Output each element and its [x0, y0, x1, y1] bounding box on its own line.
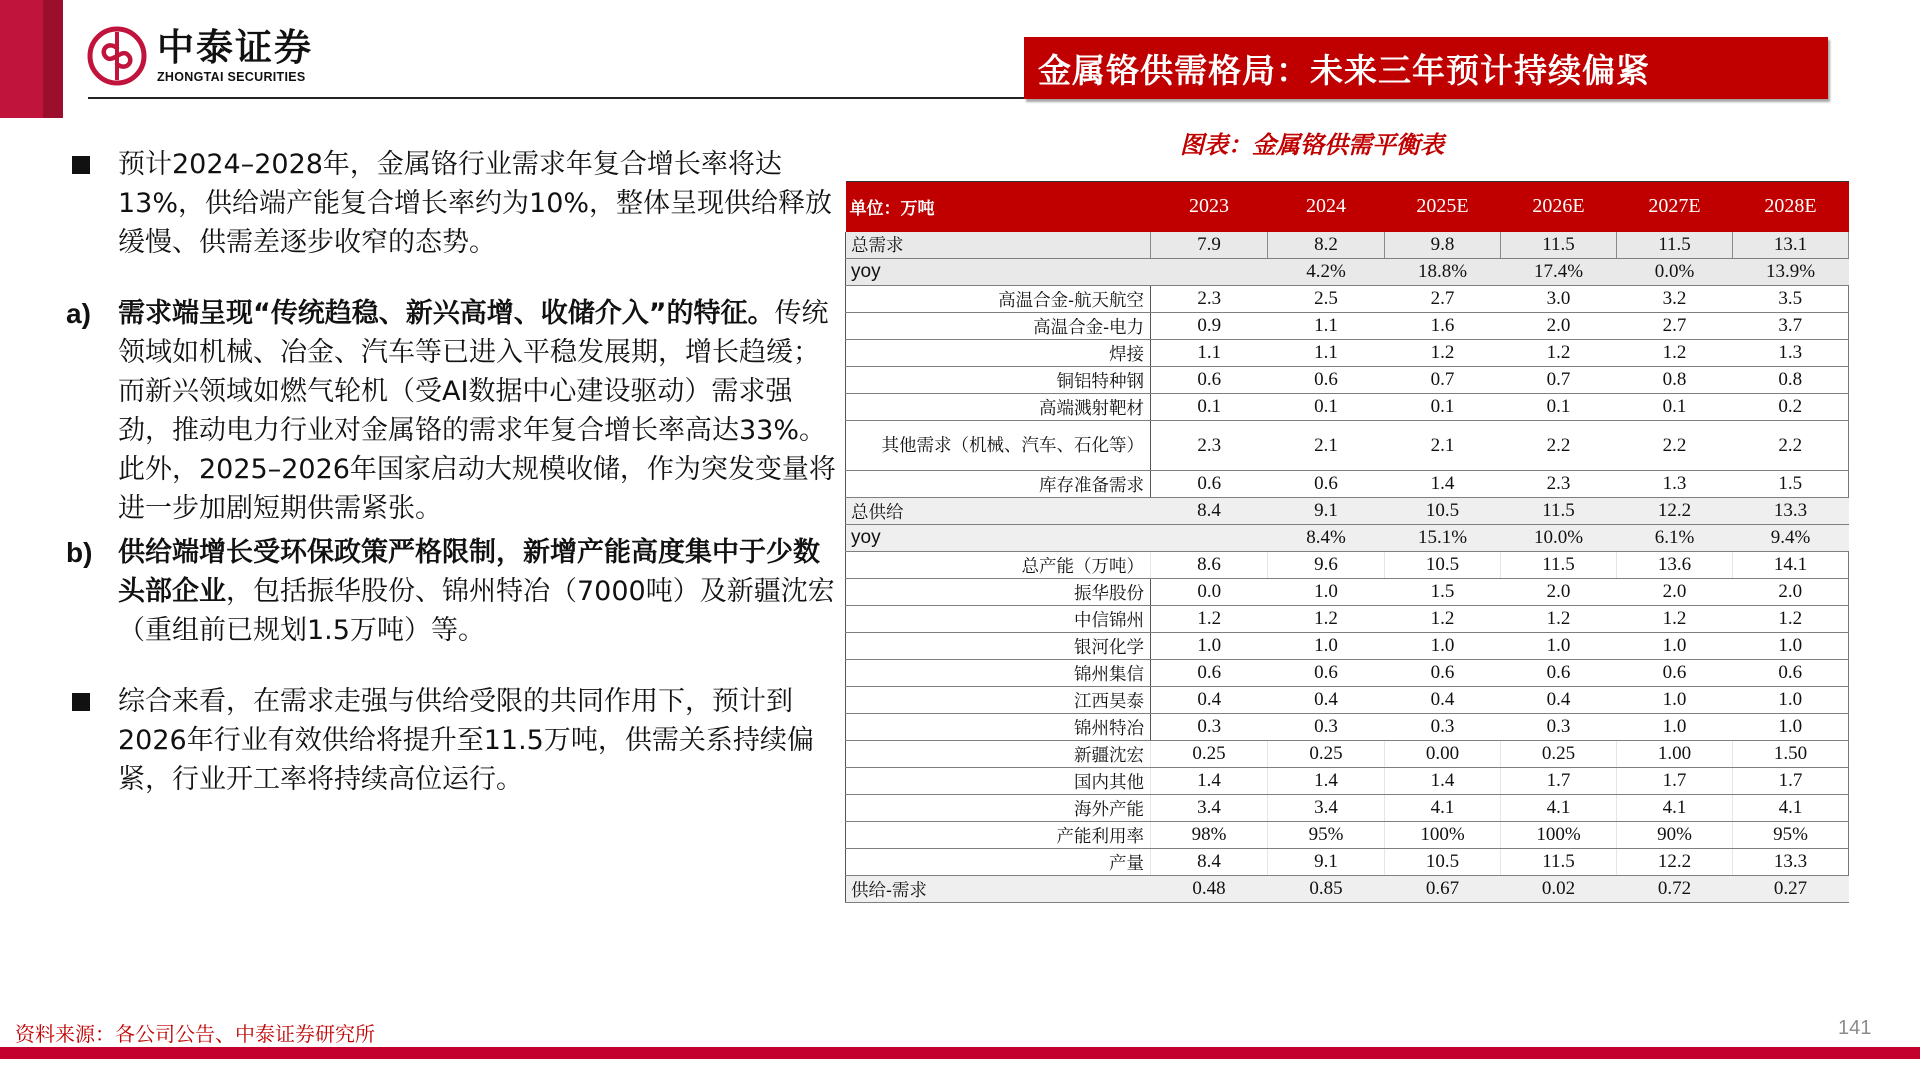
table-cell: 0.25	[1268, 741, 1385, 768]
list-marker: a)	[66, 298, 91, 329]
table-cell: 10.5	[1385, 552, 1501, 579]
table-cell: 2.7	[1617, 313, 1733, 340]
table-row	[846, 579, 1849, 606]
row-label: 锦州集信	[846, 660, 1151, 687]
table-cell: 2.7	[1385, 286, 1501, 313]
row-label: 高温合金-航天航空	[846, 286, 1151, 313]
table-cell: 13.1	[1733, 232, 1849, 259]
table-cell: 0.3	[1501, 714, 1617, 741]
table-cell: 0.6	[1617, 660, 1733, 687]
table-cell: 0.6	[1501, 660, 1617, 687]
row-label: 铜铝特种钢	[846, 367, 1151, 394]
table-row	[846, 286, 1849, 313]
table-row	[846, 768, 1849, 795]
column-header: 2025E	[1385, 182, 1501, 232]
table-cell: 100%	[1501, 822, 1617, 849]
row-label: yoy	[846, 525, 1151, 552]
row-label: 库存准备需求	[846, 471, 1151, 498]
table-cell: 0.4	[1501, 687, 1617, 714]
table-cell: 11.5	[1501, 232, 1617, 259]
table-cell: 9.4%	[1733, 525, 1849, 552]
table-cell: 1.5	[1385, 579, 1501, 606]
bullet-point-1	[66, 145, 836, 262]
table-row	[846, 232, 1849, 259]
table-cell: 1.0	[1617, 714, 1733, 741]
table-cell: 2.0	[1501, 579, 1617, 606]
row-label: 其他需求（机械、汽车、石化等）	[846, 421, 1151, 471]
table-cell: 1.7	[1617, 768, 1733, 795]
column-header: 2024	[1268, 182, 1385, 232]
table-cell: 0.2	[1733, 394, 1849, 421]
point-b-heading: 供给端增长受环保政策严格限制，新增产能高度集中于少数头部企业	[118, 537, 820, 607]
table-cell: 0.02	[1501, 876, 1617, 903]
table-row	[846, 849, 1849, 876]
table-cell: 1.0	[1617, 687, 1733, 714]
table-cell: 1.2	[1617, 340, 1733, 367]
supply-demand-table	[845, 181, 1849, 903]
table-row	[846, 795, 1849, 822]
table-row	[846, 687, 1849, 714]
table-cell: 8.4%	[1268, 525, 1385, 552]
bullet-text: 综合来看，在需求走强与供给受限的共同作用下，预计到2026年行业有效供给将提升至11.5万吨，供需关系持续偏紧，行业开工率将持续高位运行。	[118, 686, 814, 795]
table-cell: 1.50	[1733, 741, 1849, 768]
column-header: 2026E	[1501, 182, 1617, 232]
table-cell	[1151, 259, 1268, 286]
table-cell: 1.6	[1385, 313, 1501, 340]
row-label: 锦州特冶	[846, 714, 1151, 741]
table-cell: 1.2	[1501, 606, 1617, 633]
brand-name-en: ZHONGTAI SECURITIES	[157, 70, 306, 84]
table-cell: 1.1	[1268, 313, 1385, 340]
table-cell: 1.1	[1151, 340, 1268, 367]
table-cell: 100%	[1385, 822, 1501, 849]
table-cell: 0.6	[1151, 367, 1268, 394]
table-cell: 0.4	[1385, 687, 1501, 714]
table-row	[846, 714, 1849, 741]
table-row	[846, 421, 1849, 471]
table-cell: 7.9	[1151, 232, 1268, 259]
point-a	[66, 294, 836, 528]
table-cell: 18.8%	[1385, 259, 1501, 286]
table-cell: 9.1	[1268, 849, 1385, 876]
table-cell: 13.3	[1733, 498, 1849, 525]
bullet-text: 预计2024–2028年，金属铬行业需求年复合增长率将达13%，供给端产能复合增长率约为10%，整体呈现供给释放缓慢、供需差逐步收窄的态势。	[118, 149, 833, 258]
table-row	[846, 367, 1849, 394]
point-b-text: ，包括振华股份、锦州特冶（7000吨）及新疆沈宏（重组前已规划1.5万吨）等。	[118, 576, 835, 646]
table-cell: 1.4	[1385, 471, 1501, 498]
row-label: 总需求	[846, 232, 1151, 259]
table-cell: 0.0	[1151, 579, 1268, 606]
table-cell: 1.3	[1733, 340, 1849, 367]
table-cell: 9.8	[1385, 232, 1501, 259]
table-cell: 1.7	[1501, 768, 1617, 795]
table-cell: 1.0	[1733, 687, 1849, 714]
table-row	[846, 876, 1849, 903]
table-cell: 4.2%	[1268, 259, 1385, 286]
table-cell: 0.3	[1385, 714, 1501, 741]
page-number: 141	[1838, 1017, 1872, 1039]
table-row	[846, 498, 1849, 525]
table-cell: 2.1	[1268, 421, 1385, 471]
table-cell: 12.2	[1617, 849, 1733, 876]
left-accent-bar-dark	[43, 0, 63, 118]
table-row	[846, 552, 1849, 579]
table-cell: 11.5	[1617, 232, 1733, 259]
table-cell: 2.2	[1501, 421, 1617, 471]
table-cell: 8.6	[1151, 552, 1268, 579]
table-cell: 2.0	[1733, 579, 1849, 606]
table-cell: 15.1%	[1385, 525, 1501, 552]
table-cell: 90%	[1617, 822, 1733, 849]
row-label: 中信锦州	[846, 606, 1151, 633]
table-cell: 8.4	[1151, 849, 1268, 876]
table-cell: 1.0	[1733, 633, 1849, 660]
table-cell: 0.1	[1501, 394, 1617, 421]
table-cell: 0.6	[1268, 367, 1385, 394]
table-cell: 0.8	[1733, 367, 1849, 394]
table-cell: 0.8	[1617, 367, 1733, 394]
row-label: 海外产能	[846, 795, 1151, 822]
table-cell: 1.4	[1268, 768, 1385, 795]
row-label: 总供给	[846, 498, 1151, 525]
row-label: yoy	[846, 259, 1151, 286]
table-cell: 10.5	[1385, 498, 1501, 525]
brand-name-cn: 中泰证券	[157, 26, 313, 69]
table-cell: 0.1	[1151, 394, 1268, 421]
column-header: 2027E	[1617, 182, 1733, 232]
table-caption: 图表：金属铬供需平衡表	[1180, 130, 1444, 159]
table-cell: 0.7	[1501, 367, 1617, 394]
point-a-heading: 需求端呈现“传统趋稳、新兴高增、收储介入”的特征。	[118, 298, 775, 329]
table-cell: 1.0	[1617, 633, 1733, 660]
table-cell: 1.0	[1268, 579, 1385, 606]
column-header: 2023	[1151, 182, 1268, 232]
table-cell: 0.67	[1385, 876, 1501, 903]
table-cell: 10.0%	[1501, 525, 1617, 552]
point-b	[66, 533, 836, 650]
table-cell: 3.2	[1617, 286, 1733, 313]
table-cell: 1.7	[1733, 768, 1849, 795]
table-cell: 11.5	[1501, 849, 1617, 876]
table-cell: 0.25	[1501, 741, 1617, 768]
table-cell: 2.3	[1501, 471, 1617, 498]
table-cell: 0.6	[1385, 660, 1501, 687]
slide-title: 金属铬供需格局：未来三年预计持续偏紧	[1038, 50, 1650, 90]
table-cell: 95%	[1733, 822, 1849, 849]
table-cell: 0.6	[1268, 471, 1385, 498]
table-cell: 1.4	[1151, 768, 1268, 795]
point-a-text: 传统领域如机械、冶金、汽车等已进入平稳发展期，增长趋缓；而新兴领域如燃气轮机（受AI数据中心建设驱动）需求强劲，推动电力行业对金属铬的需求年复合增长率高达33%。此外，2025–2026年国家启动大规模收储，作为突发变量将进一步加剧短期供需紧张。	[118, 298, 836, 524]
table-cell: 4.1	[1501, 795, 1617, 822]
square-bullet-icon	[66, 682, 90, 722]
table-cell: 0.6	[1268, 660, 1385, 687]
table-cell	[1151, 525, 1268, 552]
table-cell: 0.6	[1151, 471, 1268, 498]
table-cell: 12.2	[1617, 498, 1733, 525]
row-label: 焊接	[846, 340, 1151, 367]
table-cell: 0.27	[1733, 876, 1849, 903]
row-label: 总产能（万吨）	[846, 552, 1151, 579]
table-cell: 1.5	[1733, 471, 1849, 498]
table-cell: 0.7	[1385, 367, 1501, 394]
table-cell: 13.9%	[1733, 259, 1849, 286]
unit-label: 单位：万吨	[846, 182, 1151, 232]
table-cell: 1.2	[1501, 340, 1617, 367]
table-cell: 0.3	[1151, 714, 1268, 741]
table-row	[846, 660, 1849, 687]
table-cell: 1.0	[1151, 633, 1268, 660]
table-row	[846, 340, 1849, 367]
row-label: 新疆沈宏	[846, 741, 1151, 768]
table-cell: 0.9	[1151, 313, 1268, 340]
table-cell: 2.0	[1617, 579, 1733, 606]
table-cell: 95%	[1268, 822, 1385, 849]
table-cell: 2.2	[1733, 421, 1849, 471]
table-cell: 0.48	[1151, 876, 1268, 903]
table-cell: 11.5	[1501, 498, 1617, 525]
table-row	[846, 741, 1849, 768]
row-label: 银河化学	[846, 633, 1151, 660]
table-cell: 3.4	[1151, 795, 1268, 822]
table-cell: 0.3	[1268, 714, 1385, 741]
table-cell: 2.3	[1151, 421, 1268, 471]
table-row	[846, 525, 1849, 552]
table-row	[846, 313, 1849, 340]
table-cell: 3.7	[1733, 313, 1849, 340]
table-cell: 0.6	[1733, 660, 1849, 687]
table-cell: 9.1	[1268, 498, 1385, 525]
table-cell: 1.2	[1151, 606, 1268, 633]
row-label: 国内其他	[846, 768, 1151, 795]
table-row	[846, 259, 1849, 286]
table-cell: 6.1%	[1617, 525, 1733, 552]
table-cell: 1.1	[1268, 340, 1385, 367]
table-cell: 2.2	[1617, 421, 1733, 471]
row-label: 高温合金-电力	[846, 313, 1151, 340]
table-cell: 2.3	[1151, 286, 1268, 313]
table-cell: 8.2	[1268, 232, 1385, 259]
table-row	[846, 471, 1849, 498]
table-cell: 0.72	[1617, 876, 1733, 903]
row-label: 江西昊泰	[846, 687, 1151, 714]
table-cell: 4.1	[1733, 795, 1849, 822]
table-cell: 3.4	[1268, 795, 1385, 822]
table-cell: 10.5	[1385, 849, 1501, 876]
square-bullet-icon	[66, 145, 90, 185]
list-marker: b)	[66, 537, 93, 568]
table-cell: 0.4	[1151, 687, 1268, 714]
slide-title-banner	[1024, 37, 1828, 99]
row-label: 产能利用率	[846, 822, 1151, 849]
table-cell: 1.3	[1617, 471, 1733, 498]
table-cell: 11.5	[1501, 552, 1617, 579]
table-cell: 1.2	[1385, 606, 1501, 633]
table-cell: 1.2	[1617, 606, 1733, 633]
table-header-row	[846, 182, 1849, 232]
table-cell: 0.0%	[1617, 259, 1733, 286]
table-cell: 2.0	[1501, 313, 1617, 340]
table-cell: 1.2	[1385, 340, 1501, 367]
table-row	[846, 606, 1849, 633]
table-cell: 3.5	[1733, 286, 1849, 313]
table-row	[846, 394, 1849, 421]
table-cell: 1.4	[1385, 768, 1501, 795]
table-cell: 0.6	[1151, 660, 1268, 687]
table-cell: 3.0	[1501, 286, 1617, 313]
footer-bar	[0, 1047, 1920, 1059]
column-header: 2028E	[1733, 182, 1849, 232]
source-note: 资料来源：各公司公告、中泰证券研究所	[15, 1022, 375, 1046]
table-cell: 98%	[1151, 822, 1268, 849]
table-cell: 1.0	[1268, 633, 1385, 660]
row-label: 产量	[846, 849, 1151, 876]
bullet-point-2	[66, 682, 836, 799]
table-cell: 1.0	[1385, 633, 1501, 660]
table-cell: 0.85	[1268, 876, 1385, 903]
zhongtai-logo-icon	[87, 26, 147, 86]
table-row	[846, 822, 1849, 849]
table-cell: 1.2	[1733, 606, 1849, 633]
table-cell: 14.1	[1733, 552, 1849, 579]
table-cell: 2.1	[1385, 421, 1501, 471]
table-cell: 0.00	[1385, 741, 1501, 768]
brand-logo	[87, 26, 313, 86]
table-row	[846, 633, 1849, 660]
table-cell: 0.25	[1151, 741, 1268, 768]
table-cell: 1.2	[1268, 606, 1385, 633]
table-cell: 4.1	[1385, 795, 1501, 822]
summary-text	[66, 145, 836, 799]
table-cell: 17.4%	[1501, 259, 1617, 286]
table-cell: 1.0	[1733, 714, 1849, 741]
table-cell: 2.5	[1268, 286, 1385, 313]
table-cell: 1.0	[1501, 633, 1617, 660]
table-cell: 0.1	[1268, 394, 1385, 421]
row-label: 供给-需求	[846, 876, 1151, 903]
table-cell: 8.4	[1151, 498, 1268, 525]
table-cell: 0.1	[1617, 394, 1733, 421]
row-label: 高端溅射靶材	[846, 394, 1151, 421]
table-cell: 1.00	[1617, 741, 1733, 768]
row-label: 振华股份	[846, 579, 1151, 606]
table-cell: 13.3	[1733, 849, 1849, 876]
table-cell: 4.1	[1617, 795, 1733, 822]
table-cell: 13.6	[1617, 552, 1733, 579]
table-cell: 9.6	[1268, 552, 1385, 579]
table-cell: 0.1	[1385, 394, 1501, 421]
table-cell: 0.4	[1268, 687, 1385, 714]
left-accent-bar	[0, 0, 43, 118]
